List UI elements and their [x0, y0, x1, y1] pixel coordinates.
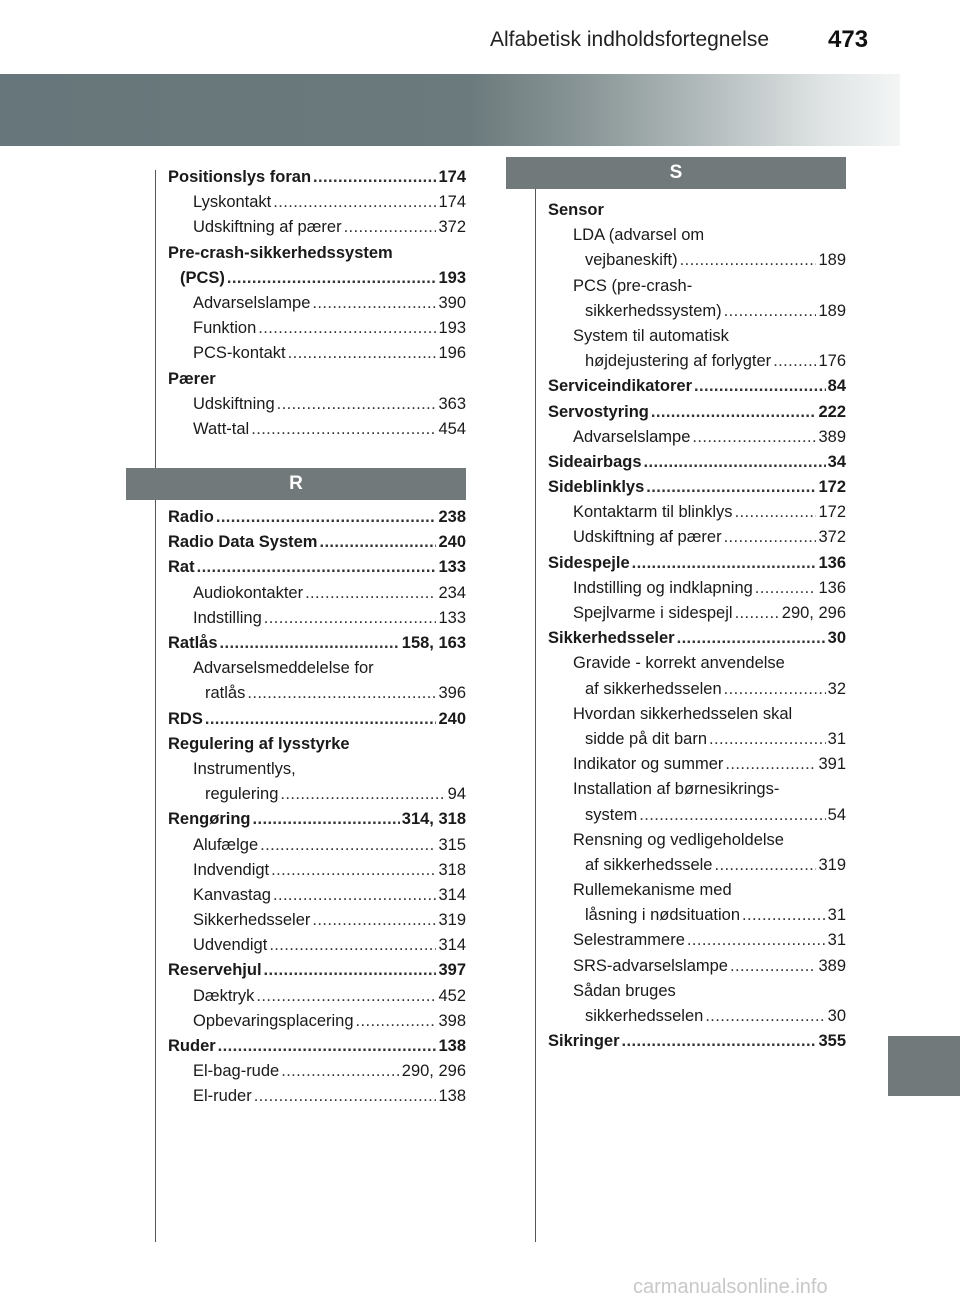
entry-page-ref: 136: [818, 553, 846, 572]
index-entry: [548, 727, 846, 752]
index-entry: [548, 576, 846, 601]
entry-page-ref: 318: [438, 860, 466, 879]
dot-leader: [724, 525, 817, 550]
index-entry: [548, 752, 846, 777]
entry-page-ref: 133: [438, 608, 466, 627]
dot-leader: [281, 1059, 400, 1084]
index-entry: [168, 681, 466, 706]
dot-leader: [742, 903, 826, 928]
entry-page-ref: 158, 163: [401, 634, 466, 652]
dot-leader: [632, 551, 817, 576]
index-entry: [548, 400, 846, 425]
index-entry: [168, 807, 466, 832]
index-heading: Advarselsmeddelelse for: [193, 659, 374, 678]
index-entry: [168, 606, 466, 631]
entry-page-ref: 363: [438, 394, 466, 413]
dot-leader: [730, 954, 816, 979]
dot-leader: [714, 853, 816, 878]
entry-page-ref: 397: [438, 961, 466, 980]
index-entry: [548, 425, 846, 450]
index-heading: Hvordan sikkerhedsselen skal: [573, 704, 793, 723]
dot-leader: [258, 316, 436, 341]
entry-page-ref: 454: [438, 419, 466, 438]
index-entry: [168, 984, 466, 1009]
entry-term: låsning i nødsituation: [585, 906, 741, 925]
entry-page-ref: 290, 296: [401, 1062, 466, 1081]
dot-leader: [253, 807, 400, 832]
index-entry: [548, 248, 846, 273]
entry-page-ref: 390: [438, 293, 466, 312]
entry-term: vejbaneskift): [585, 251, 678, 270]
entry-page-ref: 222: [818, 402, 846, 421]
entry-term: Indikator og summer: [573, 755, 724, 774]
entry-term: Serviceindikatorer: [548, 377, 692, 396]
index-heading: System til automatisk: [573, 326, 729, 345]
entry-page-ref: 240: [438, 709, 466, 728]
entry-term: Radio: [168, 508, 214, 527]
index-entry: [168, 530, 466, 555]
entry-term: Ratlås: [168, 634, 218, 652]
entry-term: Opbevaringsplacering: [193, 1011, 354, 1030]
index-list-r: [168, 505, 466, 1110]
index-entry: [548, 903, 846, 928]
index-entry: [548, 299, 846, 324]
index-entry: [168, 958, 466, 983]
entry-page-ref: 315: [438, 835, 466, 854]
dot-leader: [680, 248, 817, 273]
entry-page-ref: 172: [818, 503, 846, 522]
index-entry: [168, 933, 466, 958]
index-heading: Regulering af lysstyrke: [168, 734, 350, 753]
entry-page-ref: 452: [438, 986, 466, 1005]
index-entry: [168, 505, 466, 530]
index-entry: [548, 475, 846, 500]
index-entry: [548, 349, 846, 374]
index-heading: LDA (advarsel om: [573, 226, 705, 245]
entry-page-ref: 389: [818, 427, 846, 446]
entry-page-ref: 176: [818, 352, 846, 371]
dot-leader: [651, 400, 817, 425]
index-entry: [168, 908, 466, 933]
index-heading: Rullemekanisme med: [573, 881, 732, 900]
entry-page-ref: 193: [438, 319, 466, 338]
index-heading: Instrumentlys,: [193, 759, 296, 778]
entry-term: højdejustering af forlygter: [585, 352, 772, 371]
section-thumb-tab: [888, 1036, 960, 1096]
index-heading: PCS (pre-crash-: [573, 276, 693, 295]
entry-page-ref: 355: [818, 1032, 846, 1051]
entry-term: af sikkerhedssele: [585, 855, 713, 874]
index-entry: [168, 883, 466, 908]
entry-page-ref: 31: [827, 931, 846, 950]
dot-leader: [273, 190, 436, 215]
index-entry: [168, 291, 466, 316]
entry-term: Indstilling og indklapning: [573, 578, 753, 597]
index-list-s: [548, 198, 846, 1054]
entry-term: Sidespejle: [548, 553, 630, 572]
dot-leader: [247, 681, 436, 706]
index-entry: [548, 450, 846, 475]
entry-term: Dæktryk: [193, 986, 255, 1005]
index-entry: [548, 374, 846, 399]
index-entry: [168, 316, 466, 341]
index-entry: [168, 631, 466, 656]
index-entry: [168, 707, 466, 732]
entry-page-ref: 398: [438, 1011, 466, 1030]
entry-page-ref: 34: [827, 452, 846, 471]
entry-page-ref: 32: [827, 679, 846, 698]
dot-leader: [312, 291, 436, 316]
entry-term: Lyskontakt: [193, 193, 272, 212]
entry-page-ref: 54: [827, 805, 846, 824]
entry-page-ref: 138: [438, 1037, 466, 1055]
index-entry: [548, 500, 846, 525]
index-list-p: [168, 165, 466, 442]
entry-term: SRS-advarselslampe: [573, 956, 728, 975]
entry-page-ref: 31: [827, 906, 846, 925]
entry-term: El-ruder: [193, 1087, 252, 1106]
entry-page-ref: 174: [438, 193, 466, 212]
entry-term: Sikringer: [548, 1032, 620, 1051]
entry-term: Positionslys foran: [168, 168, 312, 186]
index-entry: [548, 853, 846, 878]
dot-leader: [694, 374, 826, 399]
dot-leader: [197, 555, 437, 580]
dot-leader: [251, 417, 436, 442]
dot-leader: [220, 631, 400, 656]
entry-term: Udskiftning af pærer: [193, 218, 342, 237]
entry-page-ref: 240: [438, 533, 466, 552]
entry-page-ref: 196: [438, 344, 466, 363]
index-entry: [168, 1009, 466, 1034]
entry-page-ref: 290, 296: [781, 604, 846, 622]
index-entry: [548, 954, 846, 979]
entry-term: El-bag-rude: [193, 1062, 280, 1081]
index-heading: Sensor: [548, 201, 604, 219]
index-entry: [168, 392, 466, 417]
index-heading: Pre-crash-sikkerhedssystem: [168, 243, 393, 262]
entry-page-ref: 31: [827, 729, 846, 748]
entry-term: Advarselslampe: [573, 427, 691, 446]
dot-leader: [313, 165, 436, 190]
entry-term: Rengøring: [168, 810, 251, 829]
entry-page-ref: 133: [438, 558, 466, 577]
entry-page-ref: 30: [827, 1007, 846, 1025]
index-entry: [548, 677, 846, 702]
entry-term: sikkerhedsselen: [585, 1007, 704, 1025]
index-entry: [548, 1029, 846, 1054]
entry-term: Sideblinklys: [548, 478, 645, 497]
dot-leader: [254, 1084, 437, 1109]
index-entry: [168, 1059, 466, 1084]
index-entry: [168, 833, 466, 858]
index-entry: [168, 1084, 466, 1109]
entry-page-ref: 136: [818, 578, 846, 597]
dot-leader: [705, 1004, 825, 1029]
index-entry: [168, 190, 466, 215]
entry-term: Reservehjul: [168, 961, 262, 980]
dot-leader: [735, 500, 817, 525]
entry-page-ref: 189: [818, 251, 846, 270]
index-column-left: [168, 165, 466, 1110]
dot-leader: [724, 677, 826, 702]
dot-leader: [725, 752, 816, 777]
entry-term: Indstilling: [193, 608, 262, 627]
dot-leader: [273, 883, 436, 908]
index-entry: [168, 581, 466, 606]
entry-page-ref: 172: [818, 478, 846, 497]
entry-term: RDS: [168, 709, 203, 728]
column-divider-left: [155, 170, 156, 1242]
index-heading: Installation af børnesikrings-: [573, 780, 780, 799]
dot-leader: [692, 425, 816, 450]
entry-term: Sideairbags: [548, 452, 642, 471]
entry-term: PCS-kontakt: [193, 344, 286, 363]
entry-term: Radio Data System: [168, 533, 318, 552]
entry-term: Sikkerhedsseler: [193, 911, 311, 930]
entry-term: Ruder: [168, 1037, 216, 1055]
entry-page-ref: 234: [438, 583, 466, 602]
entry-page-ref: 94: [447, 785, 466, 804]
entry-term: Kanvastag: [193, 885, 271, 904]
header-title: Alfabetisk indholdsfortegnelse: [490, 28, 770, 51]
entry-page-ref: 174: [438, 168, 466, 186]
entry-page-ref: 391: [818, 755, 846, 774]
entry-page-ref: 84: [827, 377, 846, 396]
section-header-s: S: [506, 157, 846, 189]
dot-leader: [312, 908, 436, 933]
index-heading: Gravide - korrekt anvendelse: [573, 654, 785, 673]
entry-term: sikkerhedssystem): [585, 301, 722, 320]
dot-leader: [264, 958, 437, 983]
entry-term: Alufælge: [193, 835, 259, 854]
index-entry: [168, 1034, 466, 1059]
index-entry: [168, 341, 466, 366]
entry-term: Kontaktarm til blinklys: [573, 503, 733, 522]
entry-term: Spejlvarme i sidespejl: [573, 604, 733, 622]
entry-page-ref: 314, 318: [401, 810, 466, 829]
dot-leader: [677, 626, 826, 651]
index-heading: Rensning og vedligeholdelse: [573, 830, 784, 849]
entry-term: Advarselslampe: [193, 293, 311, 312]
entry-page-ref: 138: [438, 1087, 466, 1106]
index-entry: [168, 555, 466, 580]
entry-page-ref: 319: [818, 855, 846, 874]
dot-leader: [724, 299, 817, 324]
entry-page-ref: 238: [438, 508, 466, 527]
column-divider-right: [535, 170, 536, 1242]
index-entry: [168, 215, 466, 240]
entry-term: Audiokontakter: [193, 583, 304, 602]
entry-term: Watt-tal: [193, 419, 250, 438]
entry-page-ref: 30: [827, 629, 846, 648]
entry-term: Udvendigt: [193, 936, 268, 955]
index-entry: [168, 417, 466, 442]
index-entry: [548, 803, 846, 828]
dot-leader: [280, 782, 445, 807]
entry-page-ref: 193: [438, 268, 466, 287]
dot-leader: [344, 215, 437, 240]
dot-leader: [260, 833, 436, 858]
entry-term: Rat: [168, 558, 195, 577]
dot-leader: [277, 392, 437, 417]
dot-leader: [735, 601, 780, 626]
index-entry: [548, 928, 846, 953]
entry-term: Udskiftning: [193, 394, 275, 413]
entry-page-ref: 319: [438, 911, 466, 930]
index-entry: [168, 266, 466, 291]
dot-leader: [227, 266, 437, 291]
dot-leader: [755, 576, 817, 601]
entry-page-ref: 372: [438, 218, 466, 237]
dot-leader: [644, 450, 826, 475]
header-banner: [0, 74, 900, 146]
index-entry: [168, 782, 466, 807]
index-heading: Pærer: [168, 369, 216, 388]
dot-leader: [269, 933, 436, 958]
dot-leader: [319, 530, 436, 555]
entry-page-ref: 189: [818, 301, 846, 320]
dot-leader: [356, 1009, 437, 1034]
index-column-right: [548, 157, 846, 1054]
dot-leader: [218, 1034, 437, 1059]
dot-leader: [264, 606, 437, 631]
entry-term: sidde på dit barn: [585, 729, 708, 748]
entry-page-ref: 389: [818, 956, 846, 975]
dot-leader: [205, 707, 437, 732]
section-header-r: R: [126, 468, 466, 500]
dot-leader: [639, 803, 825, 828]
dot-leader: [687, 928, 826, 953]
entry-term: ratlås: [205, 684, 246, 703]
dot-leader: [216, 505, 437, 530]
dot-leader: [288, 341, 437, 366]
entry-page-ref: 396: [438, 684, 466, 703]
entry-term: (PCS): [180, 268, 225, 287]
entry-term: regulering: [205, 785, 279, 804]
index-entry: [548, 525, 846, 550]
entry-term: Udskiftning af pærer: [573, 528, 722, 547]
entry-term: system: [585, 805, 638, 824]
entry-term: Sikkerhedsseler: [548, 629, 675, 648]
index-entry: [548, 626, 846, 651]
dot-leader: [646, 475, 816, 500]
entry-term: af sikkerhedsselen: [585, 679, 722, 698]
dot-leader: [305, 581, 436, 606]
index-entry: [548, 551, 846, 576]
entry-term: Indvendigt: [193, 860, 270, 879]
index-heading: Sådan bruges: [573, 981, 676, 1000]
dot-leader: [622, 1029, 817, 1054]
page-number: 473: [828, 26, 869, 53]
entry-term: Selestrammere: [573, 931, 685, 950]
dot-leader: [271, 858, 436, 883]
index-entry: [548, 1004, 846, 1029]
watermark: carmanualsonline.info: [633, 1276, 828, 1298]
entry-page-ref: 372: [818, 528, 846, 547]
index-entry: [168, 858, 466, 883]
index-entry: [548, 601, 846, 626]
entry-page-ref: 314: [438, 885, 466, 904]
dot-leader: [256, 984, 436, 1009]
entry-page-ref: 314: [438, 936, 466, 955]
dot-leader: [773, 349, 816, 374]
dot-leader: [709, 727, 826, 752]
index-entry: [168, 165, 466, 190]
entry-term: Funktion: [193, 319, 257, 338]
entry-term: Servostyring: [548, 402, 649, 421]
